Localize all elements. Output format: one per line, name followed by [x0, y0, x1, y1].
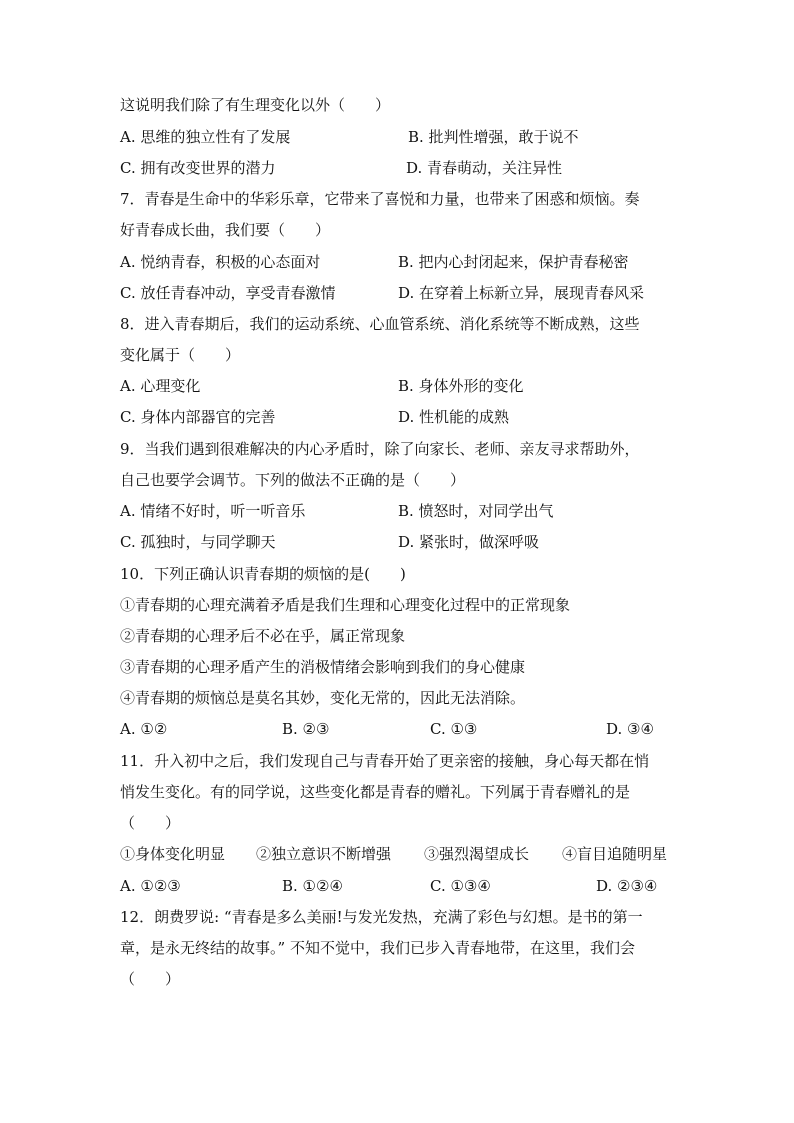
question-10-stem: 10．下列正确认识青春期的烦恼的是( ): [120, 565, 406, 583]
question-7-stem-cont: 好青春成长曲，我们要（ ）: [120, 221, 331, 239]
option-11c: C. ①③④: [430, 877, 491, 895]
option-8b: B. 身体外形的变化: [398, 377, 524, 395]
question-11-statement-1: ①身体变化明显: [120, 845, 226, 863]
option-9c: C. 孤独时，与同学聊天: [120, 533, 276, 551]
question-12-answer-blank: （ ）: [120, 970, 181, 988]
option-11b: B. ①②④: [282, 877, 343, 895]
option-9d: D. 紧张时，做深呼吸: [398, 533, 540, 551]
question-10-statement-1: ①青春期的心理充满着矛盾是我们生理和心理变化过程中的正常现象: [120, 596, 571, 614]
question-10-statement-2: ②青春期的心理矛后不必在乎，属正常现象: [120, 627, 406, 645]
option-9b: B. 愤怒时，对同学出气: [398, 502, 554, 520]
option-6c: C. 拥有改变世界的潜力: [120, 159, 276, 177]
option-6d: D. 青春萌动，关注异性: [406, 159, 563, 177]
option-7b: B. 把内心封闭起来，保护青春秘密: [398, 253, 629, 271]
option-7c: C. 放任青春冲动，享受青春激情: [120, 284, 336, 302]
option-8a: A. 心理变化: [120, 377, 201, 395]
question-10-statement-4: ④青春期的烦恼总是莫名其妙，变化无常的，因此无法消除。: [120, 689, 526, 707]
question-11-answer-blank: （ ）: [120, 814, 181, 832]
option-10c: C. ①③: [430, 720, 478, 738]
option-11a: A. ①②③: [120, 877, 181, 895]
question-9-stem: 9．当我们遇到很难解决的内心矛盾时，除了向家长、老师、亲友寻求帮助外，: [120, 440, 640, 458]
question-9-stem-cont: 自己也要学会调节。下列的做法不正确的是（ ）: [120, 471, 466, 489]
option-7a: A. 悦纳青春，积极的心态面对: [120, 253, 321, 271]
question-11-statement-3: ③强烈渴望成长: [424, 845, 530, 863]
question-11-statement-2: ②独立意识不断增强: [256, 845, 392, 863]
option-10a: A. ①②: [120, 720, 168, 738]
question-10-statement-3: ③青春期的心理矛盾产生的消极情绪会影响到我们的身心健康: [120, 658, 526, 676]
question-7-stem: 7．青春是生命中的华彩乐章，它带来了喜悦和力量，也带来了困惑和烦恼。奏: [120, 190, 640, 208]
option-8c: C. 身体内部器官的完善: [120, 408, 276, 426]
question-11-stem: 11．升入初中之后，我们发现自己与青春开始了更亲密的接触，身心每天都在悄: [120, 752, 650, 770]
option-11d: D. ②③④: [596, 877, 658, 895]
option-10b: B. ②③: [282, 720, 330, 738]
option-9a: A. 情绪不好时，听一听音乐: [120, 502, 306, 520]
option-10d: D. ③④: [606, 720, 654, 738]
option-7d: D. 在穿着上标新立异，展现青春风采: [398, 284, 645, 302]
question-8-stem: 8．进入青春期后，我们的运动系统、心血管系统、消化系统等不断成熟，这些: [120, 315, 640, 333]
option-6b: B. 批判性增强，敢于说不: [408, 128, 579, 146]
question-8-stem-cont: 变化属于（ ）: [120, 346, 241, 364]
option-6a: A. 思维的独立性有了发展: [120, 128, 291, 146]
question-11-stem-cont: 悄发生变化。有的同学说，这些变化都是青春的赠礼。下列属于青春赠礼的是: [120, 783, 631, 801]
option-8d: D. 性机能的成熟: [398, 408, 510, 426]
question-11-statement-4: ④盲目追随明星: [562, 845, 668, 863]
question-6-stem-end: 这说明我们除了有生理变化以外（ ）: [120, 96, 391, 114]
question-12-stem: 12．朗费罗说: “青春是多么美丽!与发光发热，充满了彩色与幻想。是书的第一: [120, 908, 643, 926]
question-12-stem-cont: 章，是永无终结的故事。” 不知不觉中，我们已步入青春地带，在这里，我们会: [120, 939, 635, 957]
